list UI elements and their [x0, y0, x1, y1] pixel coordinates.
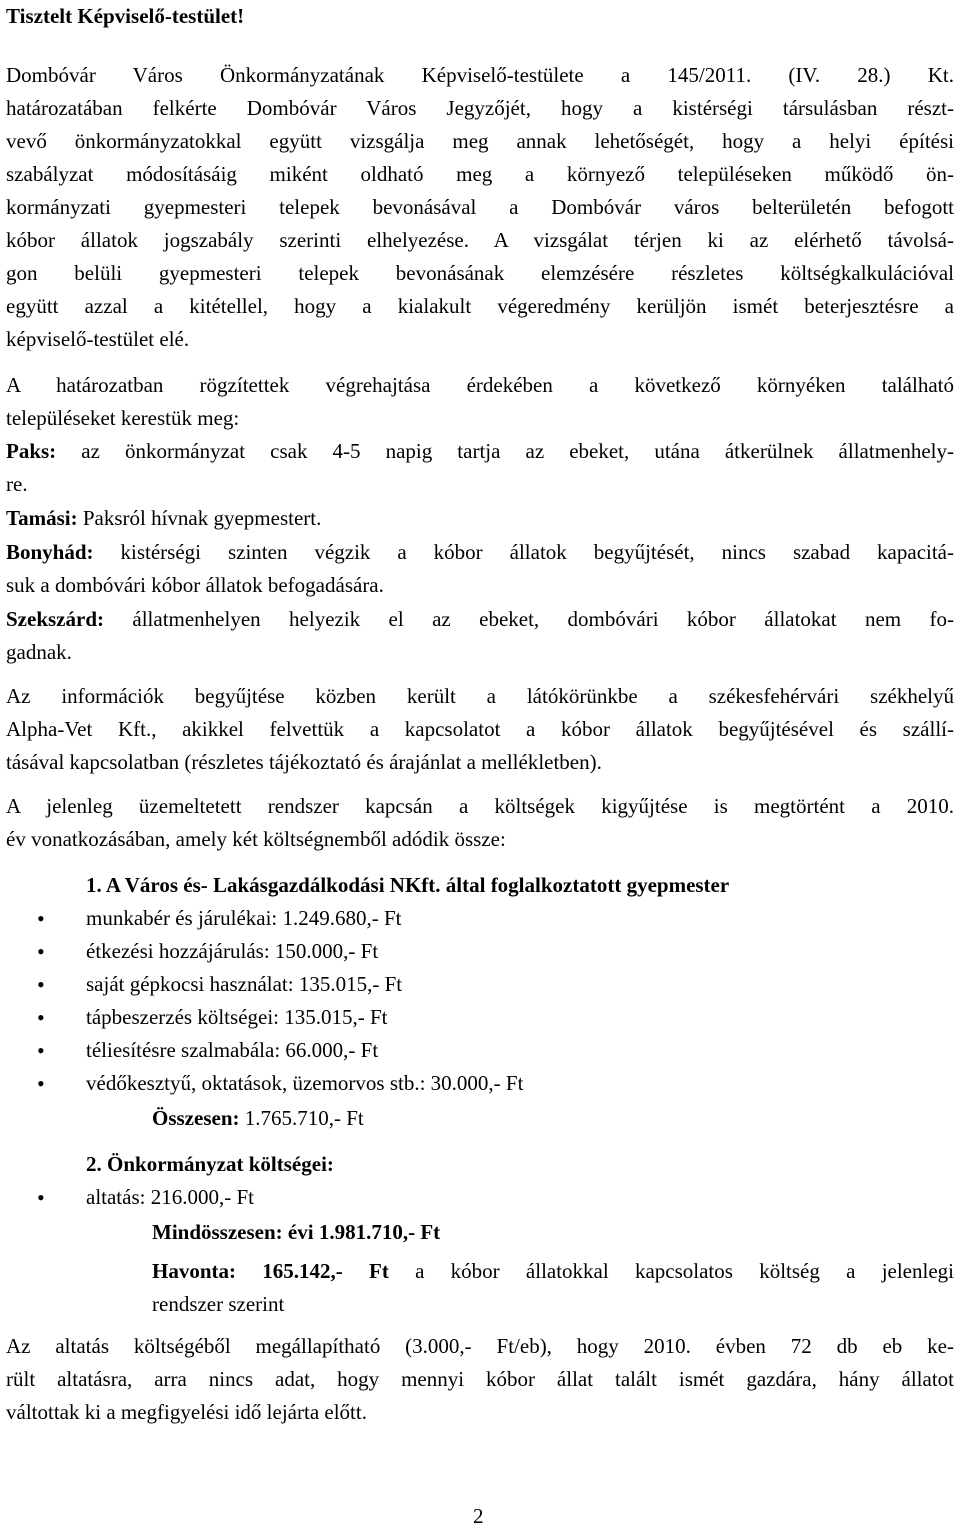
- paragraph-line: határozatában felkérte Dombóvár Város Jegyzőjét, hogy a kistérségi társulásban részt-: [6, 96, 954, 120]
- town-text: az önkormányzat csak 4-5 napig tartja az ebeket, utána átkerülnek állatmenhely-: [56, 439, 954, 463]
- paragraph-line: szabályzat módosításáig miként oldható meg a környező településeken működő ön-: [6, 162, 954, 186]
- bullet-icon: •: [37, 1038, 45, 1063]
- paragraph-line: A határozatban rögzítettek végrehajtása érdekében a következő környéken található: [6, 373, 954, 397]
- monthly-label: Havonta: 165.142,- Ft: [152, 1259, 389, 1283]
- paragraph-line: rült altatásra, arra nincs adat, hogy mennyi kóbor állat talált ismét gazdára, hány állatot: [6, 1367, 954, 1391]
- town-text: állatmenhelyen helyezik el az ebeket, dombóvári kóbor állatokat nem fo-: [104, 607, 954, 631]
- town-name: Paks:: [6, 439, 57, 463]
- paragraph-line: kormányzati gyepmesteri telepek bevonásával a Dombóvár város belterületén befogott: [6, 195, 954, 219]
- town-paks: [6, 441, 954, 462]
- paragraph-line: A jelenleg üzemeltetett rendszer kapcsán a költségek kigyűjtése is megtörtént a 2010.: [6, 794, 954, 818]
- town-szekszard-cont: gadnak.: [6, 640, 72, 664]
- town-paks-cont: re.: [6, 472, 28, 496]
- paragraph-line: év vonatkozásában, amely két költségnemből adódik össze:: [6, 827, 506, 851]
- total-label: Összesen:: [152, 1106, 240, 1130]
- section1-title: 1. A Város és- Lakásgazdálkodási NKft. által foglalkoztatott gyepmester: [86, 873, 730, 897]
- town-text: Paksról hívnak gyepmestert.: [77, 506, 322, 530]
- bullet-icon: •: [37, 906, 45, 931]
- bullet-icon: •: [37, 972, 45, 997]
- town-bonyhad: [6, 542, 954, 563]
- monthly-total-cont: rendszer szerint: [152, 1292, 285, 1316]
- page-number: 2: [473, 1504, 484, 1528]
- bullet-icon: •: [37, 1005, 45, 1030]
- paragraph-line: Az altatás költségéből megállapítható (3.000,- Ft/eb), hogy 2010. évben 72 db eb ke-: [6, 1334, 954, 1358]
- town-name: Szekszárd:: [6, 607, 104, 631]
- paragraph-line: vevő önkormányzatokkal együtt vizsgálja meg annak lehetőségét, hogy a helyi építési: [6, 129, 954, 153]
- town-szekszard: [6, 609, 954, 630]
- town-text: kistérségi szinten végzik a kóbor állatok begyűjtését, nincs szabad kapacitá-: [93, 540, 954, 564]
- section1-total: [152, 1108, 364, 1129]
- grand-total: Mindösszesen: évi 1.981.710,- Ft: [152, 1220, 441, 1244]
- total-value: 1.765.710,- Ft: [239, 1106, 364, 1130]
- paragraph-line: településeket kerestük meg:: [6, 406, 240, 430]
- paragraph-line: kóbor állatok jogszabály szerinti elhelyezése. A vizsgálat térjen ki az elérhető távolsá-: [6, 228, 954, 252]
- cost-item: tápbeszerzés költségei: 135.015,- Ft: [86, 1005, 388, 1029]
- monthly-total: [152, 1261, 954, 1282]
- paragraph-line: Az információk begyűjtése közben került a látókörünkbe a székesfehérvári székhelyű: [6, 684, 954, 708]
- paragraph-line: gon belüli gyepmesteri telepek bevonásának elemzésére részletes költségkalkulációval: [6, 261, 954, 285]
- paragraph-line: együtt azzal a kitétellel, hogy a kialakult végeredmény kerüljön ismét beterjesztésre a: [6, 294, 954, 318]
- cost-item: munkabér és járulékai: 1.249.680,- Ft: [86, 906, 402, 930]
- paragraph-line: Alpha-Vet Kft., akikkel felvettük a kapcsolatot a kóbor állatok begyűjtésével és szállí-: [6, 717, 954, 741]
- section2-title: 2. Önkormányzat költségei:: [86, 1152, 334, 1176]
- paragraph-line: képviselő-testület elé.: [6, 327, 190, 351]
- paragraph-line: váltottak ki a megfigyelési idő lejárta előtt.: [6, 1400, 367, 1424]
- bullet-icon: •: [37, 939, 45, 964]
- cost-item: altatás: 216.000,- Ft: [86, 1185, 254, 1209]
- greeting-heading: Tisztelt Képviselő-testület!: [6, 4, 245, 28]
- cost-item: saját gépkocsi használat: 135.015,- Ft: [86, 972, 403, 996]
- town-tamasi: [6, 508, 321, 529]
- bullet-icon: •: [37, 1185, 45, 1210]
- town-name: Bonyhád:: [6, 540, 94, 564]
- town-bonyhad-cont: suk a dombóvári kóbor állatok befogadására.: [6, 573, 384, 597]
- cost-item: védőkesztyű, oktatások, üzemorvos stb.: 30.000,- Ft: [86, 1071, 524, 1095]
- monthly-text: a kóbor állatokkal kapcsolatos költség a jelenlegi: [388, 1259, 954, 1283]
- cost-item: téliesítésre szalmabála: 66.000,- Ft: [86, 1038, 379, 1062]
- bullet-icon: •: [37, 1071, 45, 1096]
- paragraph-line: Dombóvár Város Önkormányzatának Képviselő-testülete a 145/2011. (IV. 28.) Kt.: [6, 63, 954, 87]
- cost-item: étkezési hozzájárulás: 150.000,- Ft: [86, 939, 379, 963]
- paragraph-line: tásával kapcsolatban (részletes tájékoztató és árajánlat a mellékletben).: [6, 750, 602, 774]
- town-name: Tamási:: [6, 506, 78, 530]
